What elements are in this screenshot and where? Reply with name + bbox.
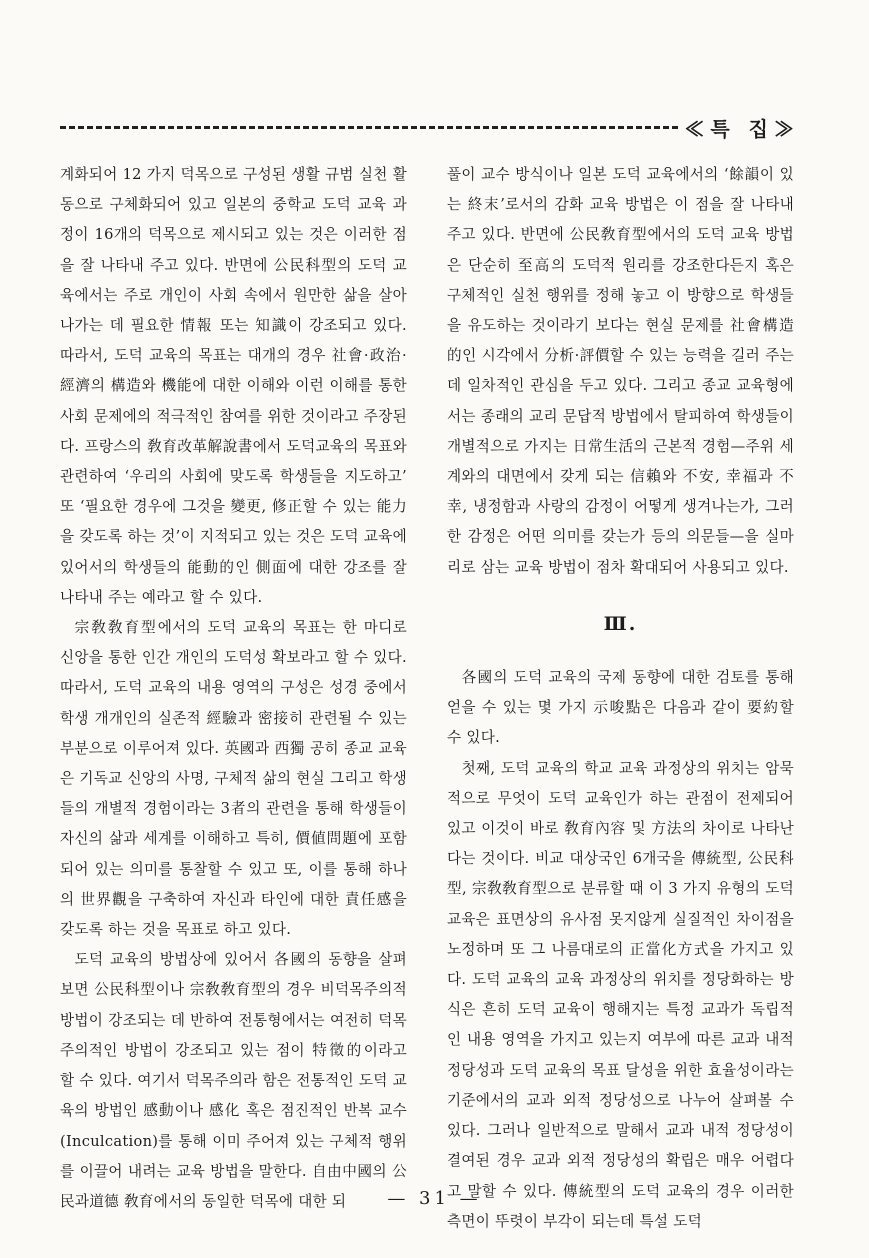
left-column [60, 160, 407, 1217]
left-paragraph-1: 계화되어 12 가지 덕목으로 구성된 생활 규범 실천 활동으로 구체화되어 있고 일본의 중학교 도덕 교육 과정이 16개의 덕목으로 제시되고 있는 것은 이러한 점을 잘 나타내 주고 있다. 반면에 公民科型의 도덕 교육에서는 주로 개인이 사회 속에서 원만한 삶을 살아나가는 데 필요한 情報 또는 知識이 강조되고 있다. 따라서, 도덕 교육의 목표는 대개의 경우 社會·政治·經濟의 構造와 機能에 대한 이해와 이런 이해를 통한 사회 문제에의 적극적인 참여를 위한 것이라고 주장된다. 프랑스의 敎育改革解說書에서 도덕교육의 목표와 관련하여 ‘우리의 사회에 맞도록 학생들을 지도하고’ 또 ‘필요한 경우에 그것을 變更, 修正할 수 있는 能力을 갖도록 하는 것’이 지적되고 있는 것은 도덕 교육에 있어서의 학생들의 能動的인 側面에 대한 강조를 잘 나타내 주는 예라고 할 수 있다. [60, 166, 407, 606]
header-dashed-rule [60, 126, 678, 129]
right-column [447, 160, 794, 1237]
page-number: — 31 — [387, 1188, 482, 1209]
right-paragraph-1: 풀이 교수 방식이나 일본 도덕 교육에서의 ‘餘韻이 있는 終末’로서의 감화 교육 방법은 이 점을 잘 나타내 주고 있다. 반면에 公民敎育型에서의 도덕 교육 방법은 단순히 至高의 도덕적 원리를 강조한다든지 혹은 구체적인 실천 행위를 정해 놓고 이 방향으로 학생들을 유도하는 것이라기 보다는 현실 문제를 社會構造的인 시각에서 分析·評價할 수 있는 능력을 길러 주는데 일차적인 관심을 두고 있다. 그리고 종교 교육형에서는 종래의 교리 문답적 방법에서 탈피하여 학생들이 개별적으로 가지는 日常生活의 근본적 경험—주위 세계와의 대면에서 갖게 되는 信賴와 不安, 幸福과 不幸, 냉정함과 사랑의 감정이 어떻게 생겨나는가, 그러한 감정은 어떤 의미를 갖는가 등의 의문들—을 실마리로 삼는 교육 방법이 점차 확대되어 사용되고 있다. [447, 166, 795, 576]
section-heading: Ⅲ. [603, 612, 638, 635]
right-paragraph-2: 各國의 도덕 교육의 국제 동향에 대한 검토를 통해 얻을 수 있는 몇 가지 示唆點은 다음과 같이 要約할 수 있다. [447, 669, 794, 747]
page-header [60, 112, 800, 142]
left-paragraph-2: 宗敎敎育型에서의 도덕 교육의 목표는 한 마디로 신앙을 통한 인간 개인의 도덕성 확보라고 할 수 있다. 따라서, 도덕 교육의 내용 영역의 구성은 성경 중에서 학생 개개인의 실존적 經驗과 密接히 관련될 수 있는 부분으로 이루어져 있다. 英國과 西獨 공히 종교 교육은 기독교 신앙의 사명, 구체적 삶의 현실 그리고 학생들의 개별적 경험이라는 3者의 관련을 통해 학생들이 자신의 삶과 세계를 이해하고 특히, 價値問題에 포함되어 있는 의미를 통찰할 수 있고 또, 이를 통해 하나의 世界觀을 구축하여 자신과 타인에 대한 責任感을 갖도록 하는 것을 목표로 하고 있다. [60, 619, 407, 939]
left-paragraph-3: 도덕 교육의 방법상에 있어서 各國의 동향을 살펴보면 公民科型이나 宗敎敎育型의 경우 비덕목주의적 방법이 강조되는 데 반하여 전통형에서는 여전히 덕목주의적인 방법이 강조되고 있는 점이 特徵的이라고 할 수 있다. 여기서 덕목주의라 함은 전통적인 도덕 교육의 방법인 感動이나 感化 혹은 점진적인 반복 교수(Inculcation)를 통해 이미 주어져 있는 구체적 행위를 이끌어 내려는 교육 방법을 말한다. 自由中國의 公民과道德 敎育에서의 동일한 덕목에 대한 되 [60, 951, 407, 1210]
right-paragraph-3: 첫째, 도덕 교육의 학교 교육 과정상의 위치는 암묵적으로 무엇이 도덕 교육인가 하는 관점이 전제되어 있고 이것이 바로 敎育內容 및 方法의 차이로 나타난다는 것이다. 비교 대상국인 6개국을 傳統型, 公民科型, 宗敎敎育型으로 분류할 때 이 3 가지 유형의 도덕 교육은 표면상의 유사점 못지않게 실질적인 차이점을 노정하며 또 그 나름대로의 正當化方式을 가지고 있다. 도덕 교육의 교육 과정상의 위치를 정당화하는 방식은 흔히 도덕 교육이 행해지는 특정 교과가 독립적인 내용 영역을 가지고 있는지 여부에 따른 교과 내적 정당성과 도덕 교육의 목표 달성을 위한 효율성이라는 기준에서의 교과 외적 정당성으로 나누어 살펴볼 수 있다. 그러나 일반적으로 말해서 교과 내적 정당성이 결여된 경우 교과 외적 정당성의 확립은 매우 어렵다고 말할 수 있다. 傳統型의 도덕 교육의 경우 이러한 측면이 뚜렷이 부각이 되는데 특설 도덕 [447, 759, 794, 1230]
section-tag: ≪특 집≫ [684, 116, 800, 141]
